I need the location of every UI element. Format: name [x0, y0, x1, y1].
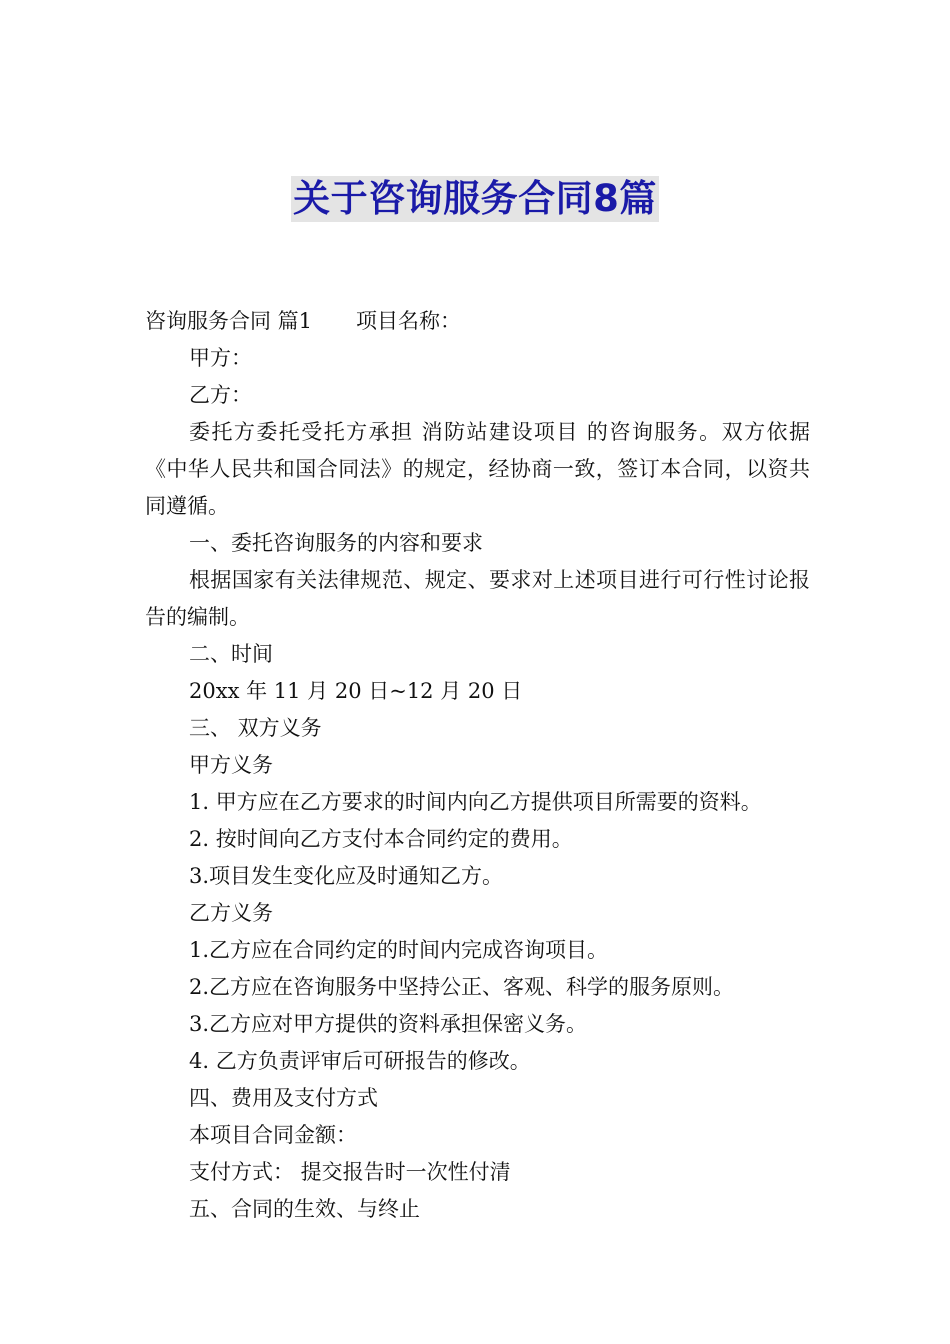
paragraph-section-3: 三、 双方义务	[189, 716, 322, 740]
paragraph-section-1-content: 根据国家有关法律规范、规定、要求对上述项目进行可行性讨论报告的编制。	[145, 568, 810, 629]
paragraph-section-1: 一、委托咨询服务的内容和要求	[189, 531, 483, 555]
paragraph-party-b: 乙方：	[189, 383, 252, 407]
paragraph-a-duty-2: 2. 按时间向乙方支付本合同约定的费用。	[189, 827, 573, 851]
paragraph-section-5: 五、合同的生效、与终止	[189, 1197, 420, 1221]
project-name-label: 项目名称：	[356, 309, 462, 333]
title-container	[0, 176, 950, 222]
paragraph-payment-method: 支付方式： 提交报告时一次性付清	[189, 1160, 511, 1184]
section-title: 咨询服务合同 篇1	[145, 309, 313, 333]
section-heading	[145, 303, 810, 340]
paragraph-a-duty-3: 3.项目发生变化应及时通知乙方。	[189, 864, 504, 888]
document-body	[145, 303, 810, 1228]
paragraph-section-4: 四、费用及支付方式	[189, 1086, 378, 1110]
paragraph-b-duty-2: 2.乙方应在咨询服务中坚持公正、客观、科学的服务原则。	[189, 975, 735, 999]
paragraph-party-a-duties: 甲方义务	[189, 753, 273, 777]
paragraph-time-range: 20xx 年 11 月 20 日~12 月 20 日	[189, 679, 523, 703]
paragraph-b-duty-3: 3.乙方应对甲方提供的资料承担保密义务。	[189, 1012, 588, 1036]
paragraph-b-duty-1: 1.乙方应在合同约定的时间内完成咨询项目。	[189, 938, 609, 962]
paragraph-party-a: 甲方：	[189, 346, 252, 370]
paragraph-section-2: 二、时间	[189, 642, 273, 666]
paragraph-party-b-duties: 乙方义务	[189, 901, 273, 925]
paragraph-a-duty-1: 1. 甲方应在乙方要求的时间内向乙方提供项目所需要的资料。	[189, 790, 762, 814]
paragraph-intro: 委托方委托受托方承担 消防站建设项目 的咨询服务。双方依据《中华人民共和国合同法》的规定，经协商一致，签订本合同，以资共同遵循。	[145, 420, 810, 518]
paragraph-contract-amount: 本项目合同金额：	[189, 1123, 357, 1147]
document-title: 关于咨询服务合同8篇	[293, 177, 657, 220]
paragraph-b-duty-4: 4. 乙方负责评审后可研报告的修改。	[189, 1049, 531, 1073]
